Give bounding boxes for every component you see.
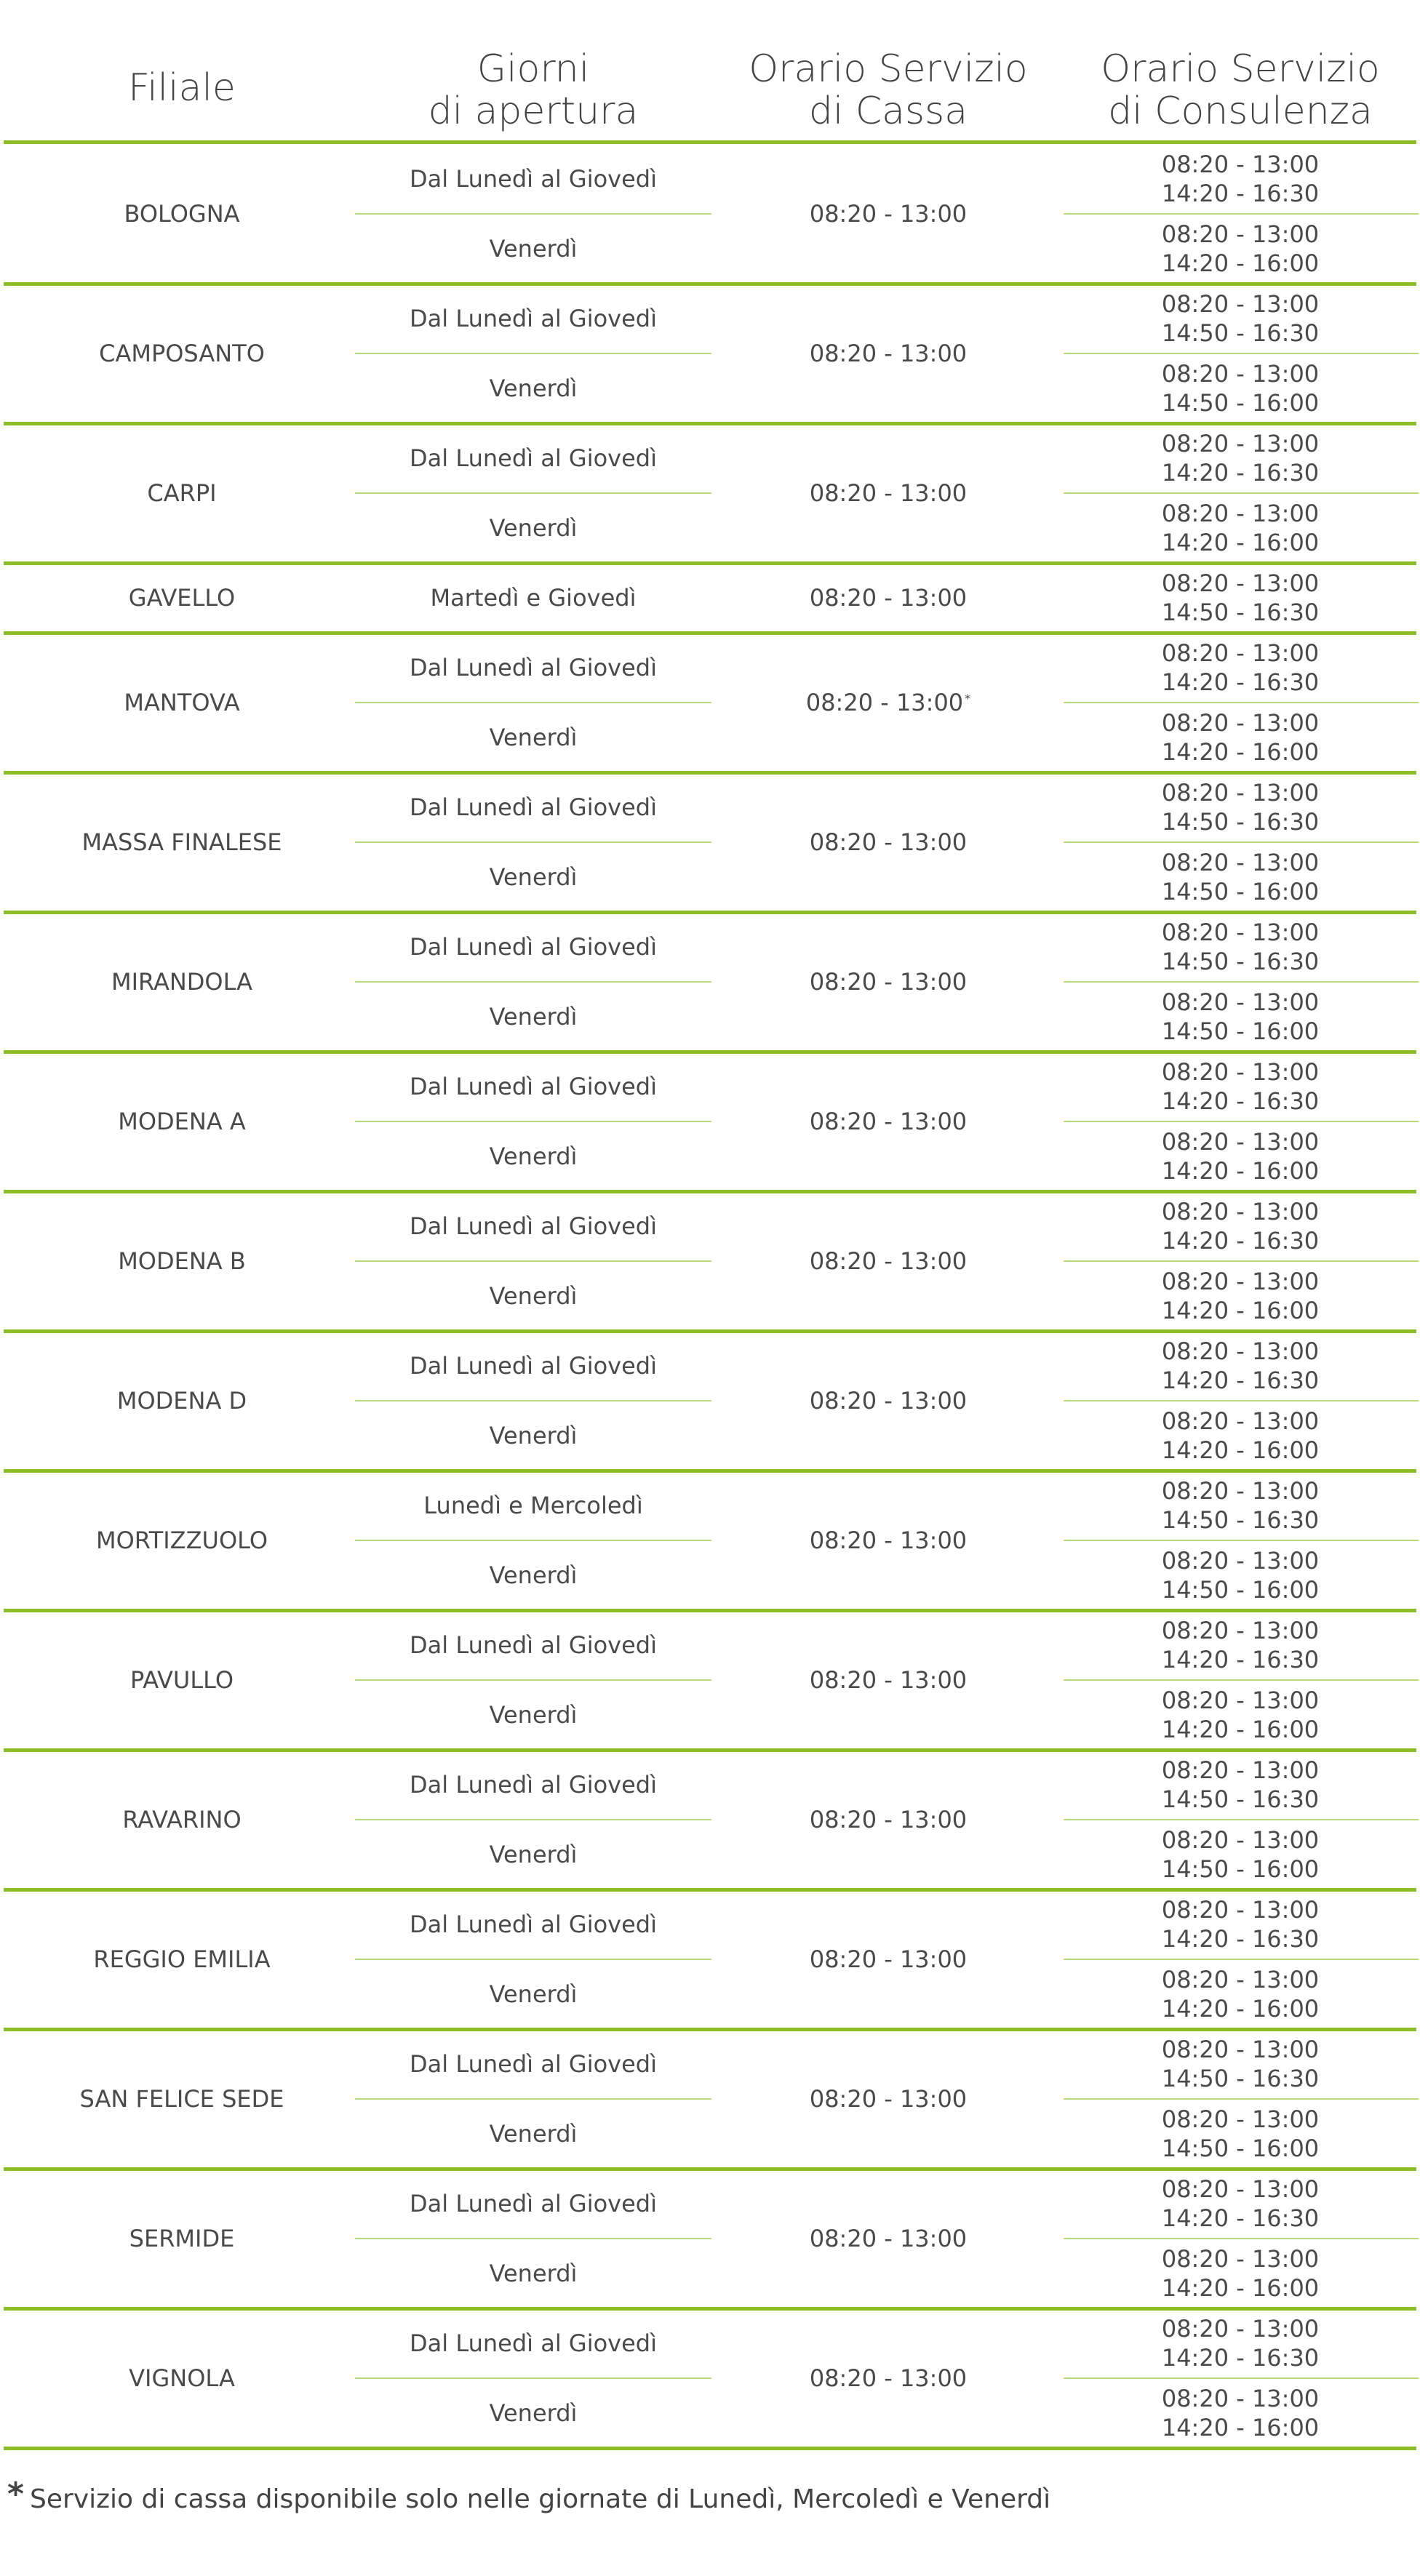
consulenza-slot: 08:20 - 13:00 xyxy=(1161,569,1320,597)
consulenza-hours xyxy=(1062,1540,1419,1610)
branch-name: GAVELLO xyxy=(128,584,236,612)
consulenza-slot: 08:20 - 13:00 xyxy=(1161,2245,1320,2273)
opening-days: Venerdì xyxy=(489,375,578,402)
consulenza-hours xyxy=(1062,1121,1419,1191)
opening-days: Venerdì xyxy=(489,1422,578,1449)
cassa-hours xyxy=(711,912,1065,1052)
header-consulenza-line-2: di Consulenza xyxy=(1108,89,1373,133)
opening-days: Venerdì xyxy=(489,1980,578,2008)
branch-name: MORTIZZUOLO xyxy=(95,1527,268,1554)
opening-days: Dal Lunedì al Giovedì xyxy=(410,654,657,681)
consulenza-hours xyxy=(1062,1471,1419,1540)
table-row xyxy=(0,2169,1420,2308)
consulenza-slot: 14:20 - 16:30 xyxy=(1161,1087,1320,1115)
opening-days: Venerdì xyxy=(489,863,578,891)
table-row xyxy=(0,284,1420,423)
branch-name: MANTOVA xyxy=(124,689,240,716)
consulenza-slot: 14:50 - 16:30 xyxy=(1161,1785,1320,1813)
opening-days: Dal Lunedì al Giovedì xyxy=(410,933,657,961)
consulenza-slot: 08:20 - 13:00 xyxy=(1161,988,1320,1016)
header-giorni xyxy=(355,48,711,132)
header-consulenza xyxy=(1062,48,1419,132)
branch-name: MODENA D xyxy=(116,1387,247,1415)
consulenza-slot: 14:20 - 16:30 xyxy=(1161,180,1320,207)
footnote-marker: * xyxy=(7,2476,25,2513)
consulenza-hours xyxy=(1062,1401,1419,1471)
cassa-hours xyxy=(711,633,1065,772)
cassa-hours xyxy=(711,2308,1065,2448)
cassa-hours xyxy=(711,2169,1065,2308)
consulenza-hours xyxy=(1062,842,1419,912)
opening-days: Venerdì xyxy=(489,2120,578,2148)
cassa-hours xyxy=(711,144,1065,284)
cassa-hours-text: 08:20 - 13:00 xyxy=(809,2085,968,2113)
table-row xyxy=(0,144,1420,284)
consulenza-hours xyxy=(1062,493,1419,563)
branch-name: MIRANDOLA xyxy=(111,968,253,996)
consulenza-hours xyxy=(1062,2169,1419,2239)
consulenza-hours xyxy=(1062,1261,1419,1331)
opening-days: Venerdì xyxy=(489,724,578,751)
consulenza-slot: 08:20 - 13:00 xyxy=(1161,360,1320,388)
consulenza-slot: 08:20 - 13:00 xyxy=(1161,2385,1320,2412)
consulenza-slot: 14:20 - 16:00 xyxy=(1161,249,1320,277)
consulenza-hours xyxy=(1062,2099,1419,2169)
opening-days: Dal Lunedì al Giovedì xyxy=(410,2190,657,2217)
consulenza-hours xyxy=(1062,2029,1419,2099)
opening-days: Venerdì xyxy=(489,1143,578,1170)
footnote xyxy=(7,2476,1051,2516)
consulenza-slot: 08:20 - 13:00 xyxy=(1161,1128,1320,1156)
opening-days: Dal Lunedì al Giovedì xyxy=(410,1631,657,1659)
consulenza-slot: 08:20 - 13:00 xyxy=(1161,220,1320,248)
opening-days: Venerdì xyxy=(489,2260,578,2287)
cassa-hours-text: 08:20 - 13:00 xyxy=(809,1806,968,1833)
consulenza-hours xyxy=(1062,1959,1419,2029)
opening-days: Dal Lunedì al Giovedì xyxy=(410,444,657,472)
table-row xyxy=(0,1471,1420,1610)
opening-days: Dal Lunedì al Giovedì xyxy=(410,1352,657,1380)
cassa-hours xyxy=(711,284,1065,423)
consulenza-slot: 08:20 - 13:00 xyxy=(1161,500,1320,527)
consulenza-hours xyxy=(1062,633,1419,703)
consulenza-hours xyxy=(1062,1610,1419,1680)
opening-days: Dal Lunedì al Giovedì xyxy=(410,165,657,193)
header-filiale xyxy=(0,67,364,109)
consulenza-hours xyxy=(1062,353,1419,423)
consulenza-slot: 08:20 - 13:00 xyxy=(1161,2105,1320,2133)
opening-days: Lunedì e Mercoledì xyxy=(423,1492,643,1519)
consulenza-slot: 08:20 - 13:00 xyxy=(1161,1337,1320,1365)
cassa-hours xyxy=(711,1191,1065,1331)
table-row xyxy=(0,423,1420,563)
opening-days: Venerdì xyxy=(489,514,578,542)
cassa-hours-text: 08:20 - 13:00 xyxy=(809,2364,968,2392)
branch-name: MODENA A xyxy=(118,1108,246,1135)
consulenza-slot: 14:20 - 16:00 xyxy=(1161,1995,1320,2023)
consulenza-slot: 14:20 - 16:00 xyxy=(1161,1436,1320,1464)
opening-days: Dal Lunedì al Giovedì xyxy=(410,2050,657,2078)
consulenza-slot: 14:50 - 16:30 xyxy=(1161,808,1320,836)
consulenza-slot: 08:20 - 13:00 xyxy=(1161,1826,1320,1854)
consulenza-slot: 08:20 - 13:00 xyxy=(1161,1268,1320,1295)
cassa-hours-text: 08:20 - 13:00 xyxy=(809,968,968,996)
cassa-hours-text: 08:20 - 13:00 xyxy=(809,828,968,856)
table-row xyxy=(0,772,1420,912)
opening-days: Dal Lunedì al Giovedì xyxy=(410,793,657,821)
cassa-hours-text: 08:20 - 13:00 xyxy=(809,340,968,367)
consulenza-slot: 08:20 - 13:00 xyxy=(1161,2036,1320,2063)
table-row xyxy=(0,1889,1420,2029)
consulenza-hours xyxy=(1062,2378,1419,2448)
cassa-hours xyxy=(711,1610,1065,1750)
consulenza-slot: 08:20 - 13:00 xyxy=(1161,1477,1320,1505)
consulenza-slot: 14:20 - 16:30 xyxy=(1161,1646,1320,1673)
table-row xyxy=(0,2308,1420,2448)
consulenza-slot: 14:50 - 16:00 xyxy=(1161,1855,1320,1883)
table-row xyxy=(0,1750,1420,1889)
consulenza-slot: 14:50 - 16:30 xyxy=(1161,2065,1320,2092)
opening-days: Dal Lunedì al Giovedì xyxy=(410,1911,657,1938)
consulenza-hours xyxy=(1062,1889,1419,1959)
consulenza-slot: 14:50 - 16:30 xyxy=(1161,319,1320,347)
consulenza-slot: 14:20 - 16:00 xyxy=(1161,1297,1320,1324)
cassa-hours xyxy=(711,563,1065,633)
opening-days: Venerdì xyxy=(489,235,578,263)
branch-name: VIGNOLA xyxy=(129,2364,235,2392)
consulenza-slot: 08:20 - 13:00 xyxy=(1161,1756,1320,1784)
branch-name: PAVULLO xyxy=(129,1666,234,1694)
consulenza-slot: 08:20 - 13:00 xyxy=(1161,1966,1320,1993)
cassa-note-marker: * xyxy=(965,691,971,705)
consulenza-slot: 14:50 - 16:00 xyxy=(1161,2135,1320,2162)
consulenza-hours xyxy=(1062,144,1419,214)
consulenza-slot: 14:20 - 16:00 xyxy=(1161,2274,1320,2302)
table-row xyxy=(0,1191,1420,1331)
consulenza-slot: 14:50 - 16:30 xyxy=(1161,599,1320,626)
cassa-hours-text: 08:20 - 13:00 xyxy=(809,584,968,612)
cassa-hours-text: 08:20 - 13:00 xyxy=(809,1527,968,1554)
consulenza-slot: 14:20 - 16:00 xyxy=(1161,1157,1320,1185)
cassa-hours xyxy=(711,772,1065,912)
branch-name: CAMPOSANTO xyxy=(99,340,265,367)
consulenza-slot: 14:20 - 16:00 xyxy=(1161,529,1320,556)
consulenza-slot: 08:20 - 13:00 xyxy=(1161,919,1320,946)
header-giorni-line-2: di apertura xyxy=(428,89,639,133)
consulenza-slot: 14:20 - 16:30 xyxy=(1161,668,1320,696)
opening-days: Dal Lunedì al Giovedì xyxy=(410,1212,657,1240)
cassa-hours xyxy=(711,1889,1065,2029)
branch-name: REGGIO EMILIA xyxy=(93,1945,271,1973)
consulenza-slot: 08:20 - 13:00 xyxy=(1161,1617,1320,1644)
consulenza-slot: 14:50 - 16:30 xyxy=(1161,948,1320,975)
consulenza-hours xyxy=(1062,2308,1419,2378)
consulenza-slot: 14:50 - 16:00 xyxy=(1161,878,1320,905)
cassa-hours-text: 08:20 - 13:00 xyxy=(809,479,968,507)
consulenza-slot: 14:50 - 16:00 xyxy=(1161,1017,1320,1045)
consulenza-hours xyxy=(1062,912,1419,982)
consulenza-slot: 08:20 - 13:00 xyxy=(1161,1687,1320,1714)
consulenza-slot: 14:20 - 16:00 xyxy=(1161,738,1320,766)
consulenza-hours xyxy=(1062,772,1419,842)
consulenza-slot: 14:20 - 16:00 xyxy=(1161,2414,1320,2441)
header-cassa-line-2: di Cassa xyxy=(808,89,968,133)
opening-days: Dal Lunedì al Giovedì xyxy=(410,2329,657,2357)
table-row xyxy=(0,1331,1420,1471)
consulenza-slot: 08:20 - 13:00 xyxy=(1161,849,1320,876)
consulenza-hours xyxy=(1062,703,1419,772)
header-cassa xyxy=(711,48,1065,132)
table-row xyxy=(0,633,1420,772)
consulenza-slot: 08:20 - 13:00 xyxy=(1161,1896,1320,1924)
consulenza-slot: 08:20 - 13:00 xyxy=(1161,1547,1320,1575)
consulenza-slot: 08:20 - 13:00 xyxy=(1161,1058,1320,1086)
opening-days: Venerdì xyxy=(489,1841,578,1868)
opening-days: Venerdì xyxy=(489,1561,578,1589)
table-row xyxy=(0,1610,1420,1750)
opening-days: Dal Lunedì al Giovedì xyxy=(410,1771,657,1799)
cassa-hours-text: 08:20 - 13:00 xyxy=(809,2225,968,2252)
cassa-hours xyxy=(711,1052,1065,1191)
consulenza-hours xyxy=(1062,1052,1419,1121)
consulenza-slot: 14:50 - 16:30 xyxy=(1161,1506,1320,1534)
cassa-hours-text: 08:20 - 13:00 xyxy=(809,1945,968,1973)
opening-days: Venerdì xyxy=(489,1003,578,1031)
consulenza-hours xyxy=(1062,1820,1419,1889)
consulenza-slot: 08:20 - 13:00 xyxy=(1161,290,1320,318)
consulenza-hours xyxy=(1062,1750,1419,1820)
consulenza-hours xyxy=(1062,214,1419,284)
opening-days: Dal Lunedì al Giovedì xyxy=(410,1073,657,1100)
consulenza-slot: 08:20 - 13:00 xyxy=(1161,779,1320,807)
branch-name: RAVARINO xyxy=(122,1806,242,1833)
consulenza-slot: 14:20 - 16:30 xyxy=(1161,1227,1320,1255)
consulenza-slot: 08:20 - 13:00 xyxy=(1161,430,1320,457)
consulenza-slot: 14:20 - 16:30 xyxy=(1161,1367,1320,1394)
header-cassa-line-1: Orario Servizio xyxy=(749,47,1028,91)
opening-days: Venerdì xyxy=(489,1282,578,1310)
consulenza-hours xyxy=(1062,284,1419,353)
branch-name: SAN FELICE SEDE xyxy=(79,2085,284,2113)
consulenza-slot: 08:20 - 13:00 xyxy=(1161,2175,1320,2203)
cassa-hours-text: 08:20 - 13:00 xyxy=(805,689,964,716)
consulenza-hours xyxy=(1062,1331,1419,1401)
consulenza-hours xyxy=(1062,1680,1419,1750)
consulenza-slot: 14:20 - 16:30 xyxy=(1161,459,1320,487)
consulenza-slot: 14:20 - 16:30 xyxy=(1161,2344,1320,2372)
header-consulenza-line-1: Orario Servizio xyxy=(1101,47,1380,91)
opening-days: Venerdì xyxy=(489,2399,578,2427)
consulenza-hours xyxy=(1062,982,1419,1052)
branch-name: CARPI xyxy=(147,479,217,507)
cassa-hours xyxy=(711,423,1065,563)
opening-days: Dal Lunedì al Giovedì xyxy=(410,305,657,332)
table-row xyxy=(0,2029,1420,2169)
consulenza-slot: 08:20 - 13:00 xyxy=(1161,709,1320,737)
cassa-hours xyxy=(711,2029,1065,2169)
consulenza-slot: 14:50 - 16:00 xyxy=(1161,1576,1320,1604)
consulenza-slot: 14:20 - 16:30 xyxy=(1161,2204,1320,2232)
branch-name: MODENA B xyxy=(118,1247,246,1275)
cassa-hours-text: 08:20 - 13:00 xyxy=(809,1387,968,1415)
branch-name: BOLOGNA xyxy=(124,200,240,228)
header-filiale-line: Filiale xyxy=(128,66,236,110)
consulenza-hours xyxy=(1062,563,1419,633)
cassa-hours-text: 08:20 - 13:00 xyxy=(809,1108,968,1135)
row-divider xyxy=(4,2447,1416,2450)
cassa-hours xyxy=(711,1471,1065,1610)
cassa-hours-text: 08:20 - 13:00 xyxy=(809,1666,968,1694)
header-giorni-line-1: Giorni xyxy=(476,47,590,91)
consulenza-hours xyxy=(1062,2239,1419,2308)
consulenza-slot: 08:20 - 13:00 xyxy=(1161,2315,1320,2343)
consulenza-hours xyxy=(1062,1191,1419,1261)
branch-name: SERMIDE xyxy=(129,2225,235,2252)
consulenza-slot: 08:20 - 13:00 xyxy=(1161,1407,1320,1435)
branch-name: MASSA FINALESE xyxy=(81,828,282,856)
table-row xyxy=(0,563,1420,633)
consulenza-slot: 08:20 - 13:00 xyxy=(1161,639,1320,667)
cassa-hours xyxy=(711,1750,1065,1889)
consulenza-slot: 14:20 - 16:30 xyxy=(1161,1925,1320,1953)
consulenza-slot: 14:50 - 16:00 xyxy=(1161,389,1320,417)
opening-days: Martedì e Giovedì xyxy=(430,584,637,612)
table-header xyxy=(0,0,1420,141)
cassa-hours xyxy=(711,1331,1065,1471)
consulenza-slot: 08:20 - 13:00 xyxy=(1161,1198,1320,1225)
cassa-hours-text: 08:20 - 13:00 xyxy=(809,1247,968,1275)
footnote-text: Servizio di cassa disponibile solo nelle giornate di Lunedì, Mercoledì e Venerdì xyxy=(30,2484,1051,2514)
consulenza-slot: 14:20 - 16:00 xyxy=(1161,1716,1320,1743)
cassa-hours-text: 08:20 - 13:00 xyxy=(809,200,968,228)
consulenza-hours xyxy=(1062,423,1419,493)
table-row xyxy=(0,1052,1420,1191)
consulenza-slot: 08:20 - 13:00 xyxy=(1161,151,1320,178)
table-row xyxy=(0,912,1420,1052)
opening-days: Venerdì xyxy=(489,1701,578,1729)
